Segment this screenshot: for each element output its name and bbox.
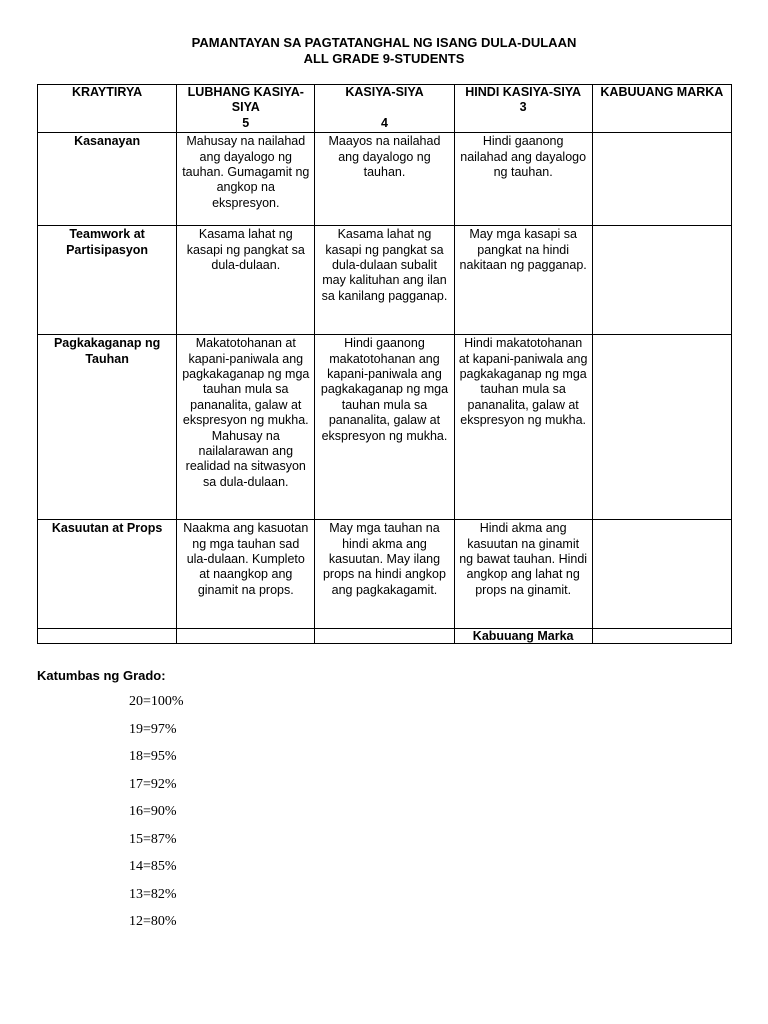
criterion-cell: Teamwork at Partisipasyon (38, 226, 177, 335)
criterion-cell: Pagkakaganap ng Tauhan (38, 335, 177, 520)
level-5-cell: Naakma ang kasuotan ng mga tauhan sad ula-dulaan. Kumpleto at naangkop ang ginamit na props. (177, 520, 315, 629)
level-3-cell: Hindi akma ang kasuutan na ginamit ng bawat tauhan. Hindi angkop ang lahat ng props na ginamit. (454, 520, 592, 629)
header-score: 4 (380, 115, 388, 130)
level-5-cell: Mahusay na nailahad ang dayalogo ng tauhan. Gumagamit ng angkop na ekspresyon. (177, 133, 315, 226)
header-row (38, 85, 732, 133)
header-total (592, 85, 731, 133)
total-row (38, 629, 732, 644)
header-level-4 (315, 85, 454, 133)
header-level-3 (454, 85, 592, 133)
grade-scale-item: 19=97% (129, 721, 177, 737)
grade-scale-item: 12=80% (129, 914, 177, 929)
header-score: 5 (242, 115, 250, 130)
level-3-cell: May mga kasapi sa pangkat na hindi nakitaan ng pagganap. (454, 226, 592, 335)
table-row (38, 335, 732, 520)
header-label: HINDI KASIYA-SIYA (465, 85, 582, 99)
level-4-cell: Hindi gaanong makatotohanan ang kapani-paniwala ang pagkakaganap ng mga tauhan mula sa pananalita, galaw at ekspresyon ng mukha. (315, 335, 454, 520)
grand-total-cell (592, 629, 731, 644)
level-5-cell: Kasama lahat ng kasapi ng pangkat sa dula-dulaan. (177, 226, 315, 335)
grade-scale-item: 15=87% (129, 831, 177, 847)
table-row (38, 520, 732, 629)
level-4-cell: May mga tauhan na hindi akma ang kasuutan. May ilang props na hindi angkop ang pagkakagamit. (315, 520, 454, 629)
total-cell (592, 335, 731, 520)
empty-cell (177, 629, 315, 644)
table-row (38, 226, 732, 335)
document-title: PAMANTAYAN SA PAGTATANGHAL NG ISANG DULA-DULAAN (191, 35, 577, 50)
grade-scale-list (129, 692, 184, 940)
grade-scale-item: 18=95% (129, 749, 177, 764)
header-label: KRAYTIRYA (72, 85, 143, 99)
header-level-5 (177, 85, 315, 133)
level-4-cell: Maayos na nailahad ang dayalogo ng tauhan. (315, 133, 454, 226)
header-label: KABUUANG MARKA (600, 85, 724, 99)
grade-scale-item: 16=90% (129, 804, 177, 819)
grade-scale-item: 17=92% (129, 776, 177, 792)
level-3-cell: Hindi gaanong nailahad ang dayalogo ng tauhan. (454, 133, 592, 226)
grade-scale-heading: Katumbas ng Grado: (37, 668, 166, 683)
empty-cell (315, 629, 454, 644)
grade-scale-item: 13=82% (129, 886, 177, 902)
empty-cell (38, 629, 177, 644)
level-4-cell: Kasama lahat ng kasapi ng pangkat sa dula-dulaan subalit may kalituhan ang ilan sa kanilang pagganap. (315, 226, 454, 335)
criterion-cell: Kasuutan at Props (38, 520, 177, 629)
criterion-cell: Kasanayan (38, 133, 177, 226)
rubric-table (37, 84, 732, 644)
total-label: Kabuuang Marka (454, 629, 592, 644)
header-criteria (38, 85, 177, 133)
total-cell (592, 133, 731, 226)
total-cell (592, 520, 731, 629)
level-3-cell: Hindi makatotohanan at kapani-paniwala ang pagkakaganap ng mga tauhan mula sa pananalita, galaw at ekspresyon ng mukha. (454, 335, 592, 520)
grade-scale-item: 14=85% (129, 859, 177, 874)
table-row (38, 133, 732, 226)
header-label: KASIYA-SIYA (345, 85, 424, 99)
grade-scale-item: 20=100% (129, 694, 184, 709)
total-cell (592, 226, 731, 335)
level-5-cell: Makatotohanan at kapani-paniwala ang pagkakaganap ng mga tauhan mula sa pananalita, galaw at ekspresyon ng mukha. Mahusay na nailalarawan ang realidad na sitwasyon sa dula-dulaan. (177, 335, 315, 520)
header-score: 3 (519, 100, 527, 115)
document-subtitle: ALL GRADE 9-STUDENTS (303, 51, 465, 66)
header-label: LUBHANG KASIYA-SIYA (187, 85, 304, 115)
